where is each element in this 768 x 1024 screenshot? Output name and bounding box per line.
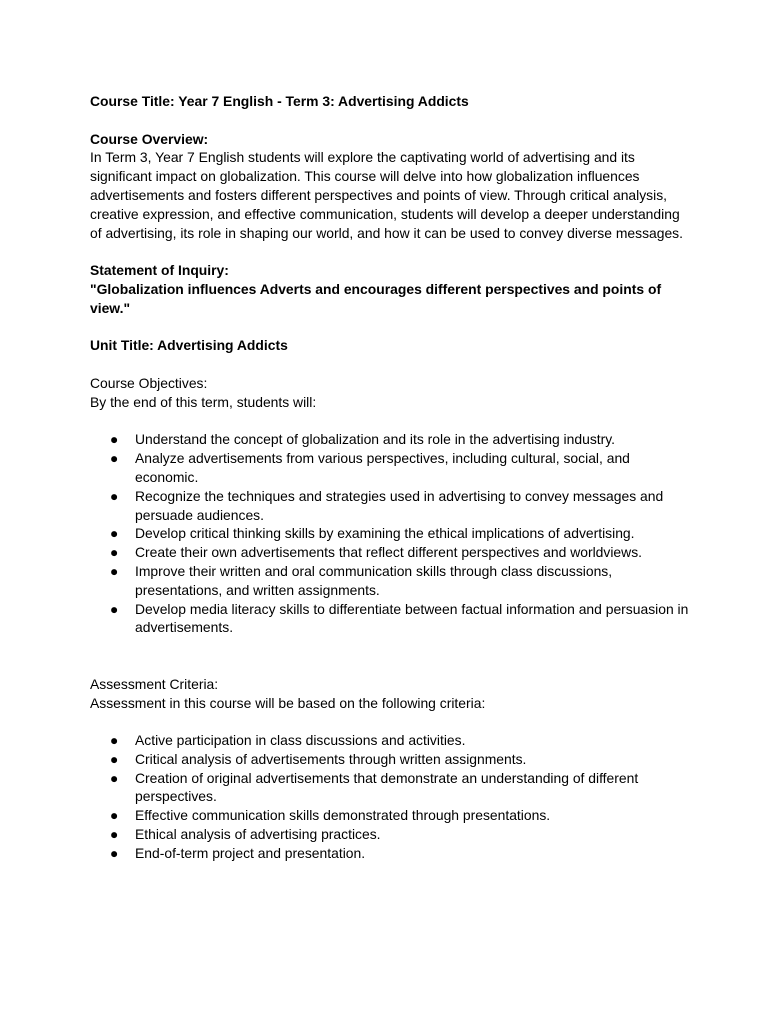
bullet-icon: ● [110,487,119,504]
document-page [90,92,690,863]
assessment-intro: Assessment in this course will be based on the following criteria: [90,694,486,711]
objectives-intro: By the end of this term, students will: [90,393,317,410]
list-item [90,600,690,638]
unit-title: Unit Title: Advertising Addicts [90,337,288,354]
list-item [90,487,690,525]
spacer [90,412,690,431]
list-item [90,750,690,769]
list-item-text: Understand the concept of globalization and its role in the advertising industry. [135,431,616,448]
spacer [90,242,690,261]
bullet-icon: ● [110,732,119,749]
bullet-icon: ● [110,769,119,786]
bullet-icon: ● [110,562,119,579]
list-item-text: Effective communication skills demonstrated through presentations. [135,807,551,824]
list-item [90,449,690,487]
spacer [90,111,690,130]
list-item-text: End-of-term project and presentation. [135,844,366,861]
bullet-icon: ● [110,750,119,767]
objectives-list [90,430,690,637]
assessment-heading: Assessment Criteria: [90,675,219,692]
spacer [90,656,690,675]
bullet-icon: ● [110,600,119,617]
list-item-text: Create their own advertisements that reflect different perspectives and worldviews. [135,544,642,561]
list-item-text: Improve their written and oral communication skills through class discussions, presentations, and written assignments. [135,562,613,598]
list-item-text: Critical analysis of advertisements through written assignments. [135,750,527,767]
overview-text: In Term 3, Year 7 English students will explore the captivating world of advertising and its significant impact on globalization. This course will delve into how globalization influences advertisements and fosters different perspectives and points of view. Through critical analysis, creative expression, and effective communication, students will develop a deeper understanding of advertising, its role in shaping our world, and how it can be used to convey diverse messages. [90,149,683,241]
bullet-icon: ● [110,844,119,861]
list-item [90,430,690,449]
list-item-text: Active participation in class discussions and activities. [135,732,466,749]
assessment-list [90,731,690,863]
list-item-text: Ethical analysis of advertising practices. [135,826,381,843]
list-item-text: Creation of original advertisements that demonstrate an understanding of different perspectives. [135,769,639,805]
bullet-icon: ● [110,826,119,843]
spacer [90,355,690,374]
objectives-heading: Course Objectives: [90,374,208,391]
list-item [90,524,690,543]
bullet-icon: ● [110,525,119,542]
list-item [90,562,690,600]
list-item-text: Analyze advertisements from various perspectives, including cultural, social, and economic. [135,450,630,485]
list-item [90,731,690,750]
inquiry-heading: Statement of Inquiry: [90,262,229,279]
list-item [90,769,690,807]
spacer [90,318,690,337]
course-title: Course Title: Year 7 English - Term 3: Advertising Addicts [90,93,469,109]
list-item-text: Develop critical thinking skills by examining the ethical implications of advertising. [135,525,635,542]
list-item [90,806,690,825]
list-item-text: Recognize the techniques and strategies used in advertising to convey messages and persuade audiences. [135,487,664,523]
bullet-icon: ● [110,807,119,824]
list-item [90,543,690,562]
bullet-icon: ● [110,450,119,467]
bullet-icon: ● [110,544,119,561]
overview-heading: Course Overview: [90,130,209,147]
spacer [90,637,690,656]
list-item [90,825,690,844]
inquiry-text: "Globalization influences Adverts and encourages different perspectives and points of view." [90,280,662,316]
list-item [90,844,690,863]
bullet-icon: ● [110,431,119,448]
list-item-text: Develop media literacy skills to differentiate between factual information and persuasion in advertisements. [135,600,689,636]
spacer [90,712,690,731]
